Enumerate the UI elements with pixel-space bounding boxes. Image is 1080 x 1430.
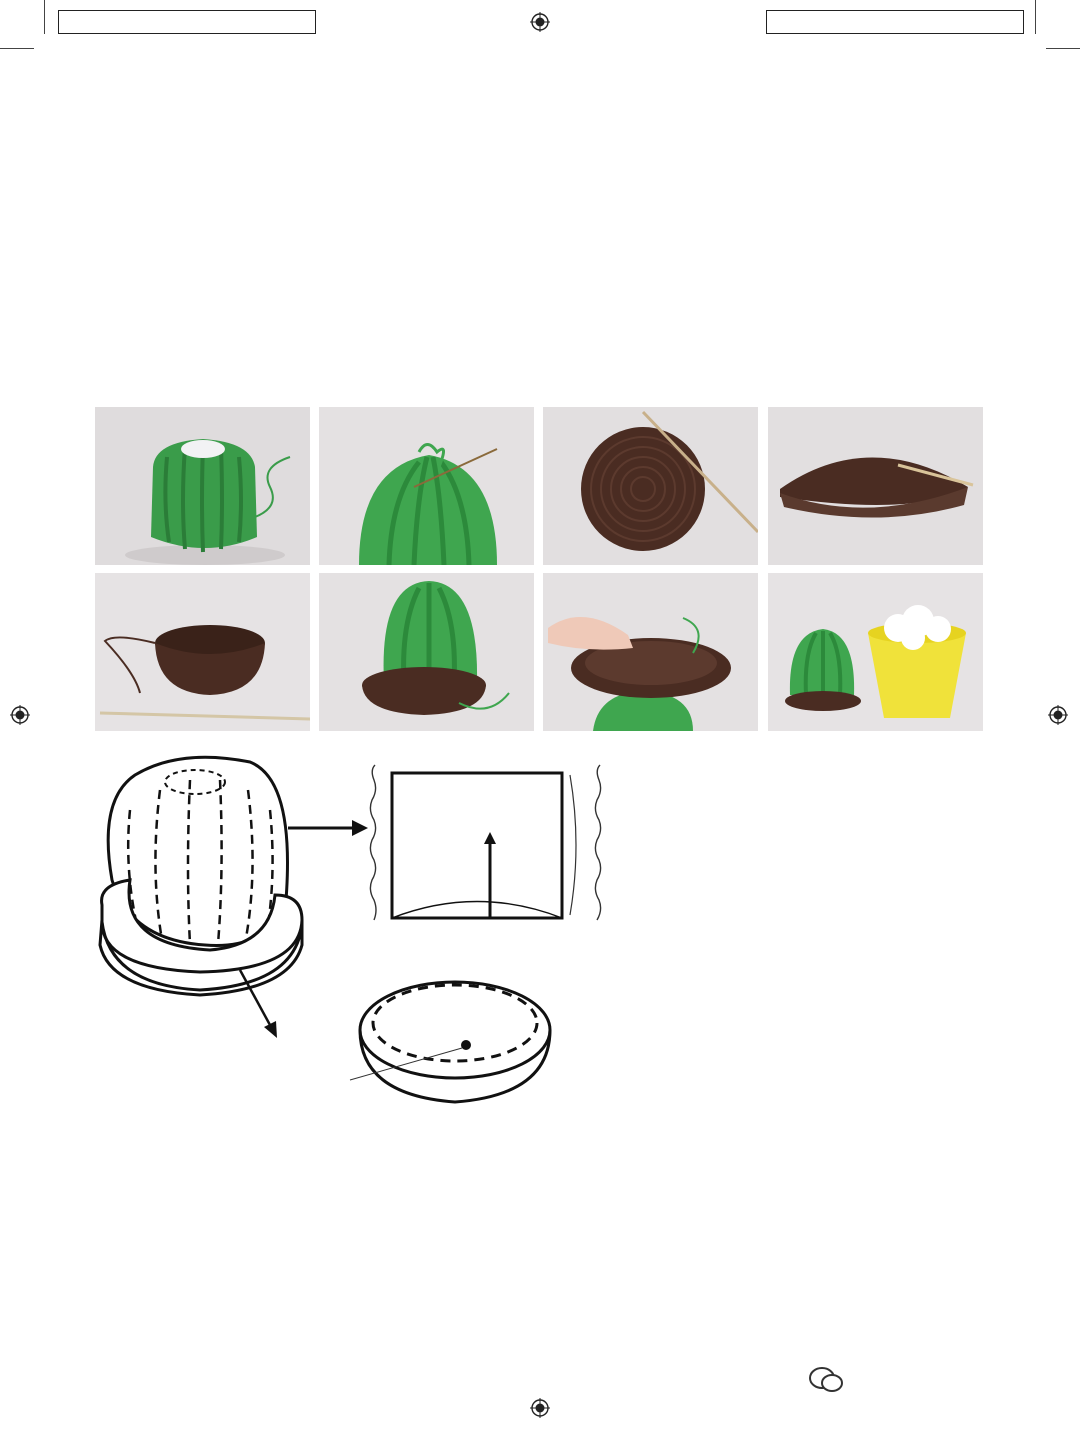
step-photo-5 (95, 573, 310, 731)
pattern-a-chart (90, 1060, 340, 1310)
step-photo-1 (95, 407, 310, 565)
step-photo-6 (319, 573, 534, 731)
wechat-icon (808, 1366, 844, 1394)
crop-mark (44, 0, 45, 34)
registration-mark-icon (530, 1398, 550, 1418)
registration-mark-icon (1048, 705, 1068, 725)
step-photo-4 (768, 407, 983, 565)
registration-mark-icon (530, 12, 550, 32)
step-photo-7 (543, 573, 758, 731)
step-photo-8 (768, 573, 983, 731)
crop-mark (1046, 48, 1080, 49)
registration-mark-icon (10, 705, 30, 725)
color-calibration-bar (766, 10, 1024, 34)
step-photo-2 (319, 407, 534, 565)
grayscale-calibration-bar (58, 10, 316, 34)
crop-mark (0, 48, 34, 49)
crop-mark (1035, 0, 1036, 34)
step-photo-3 (543, 407, 758, 565)
pattern-b-chart (704, 776, 924, 1316)
wechat-watermark (808, 1366, 852, 1394)
